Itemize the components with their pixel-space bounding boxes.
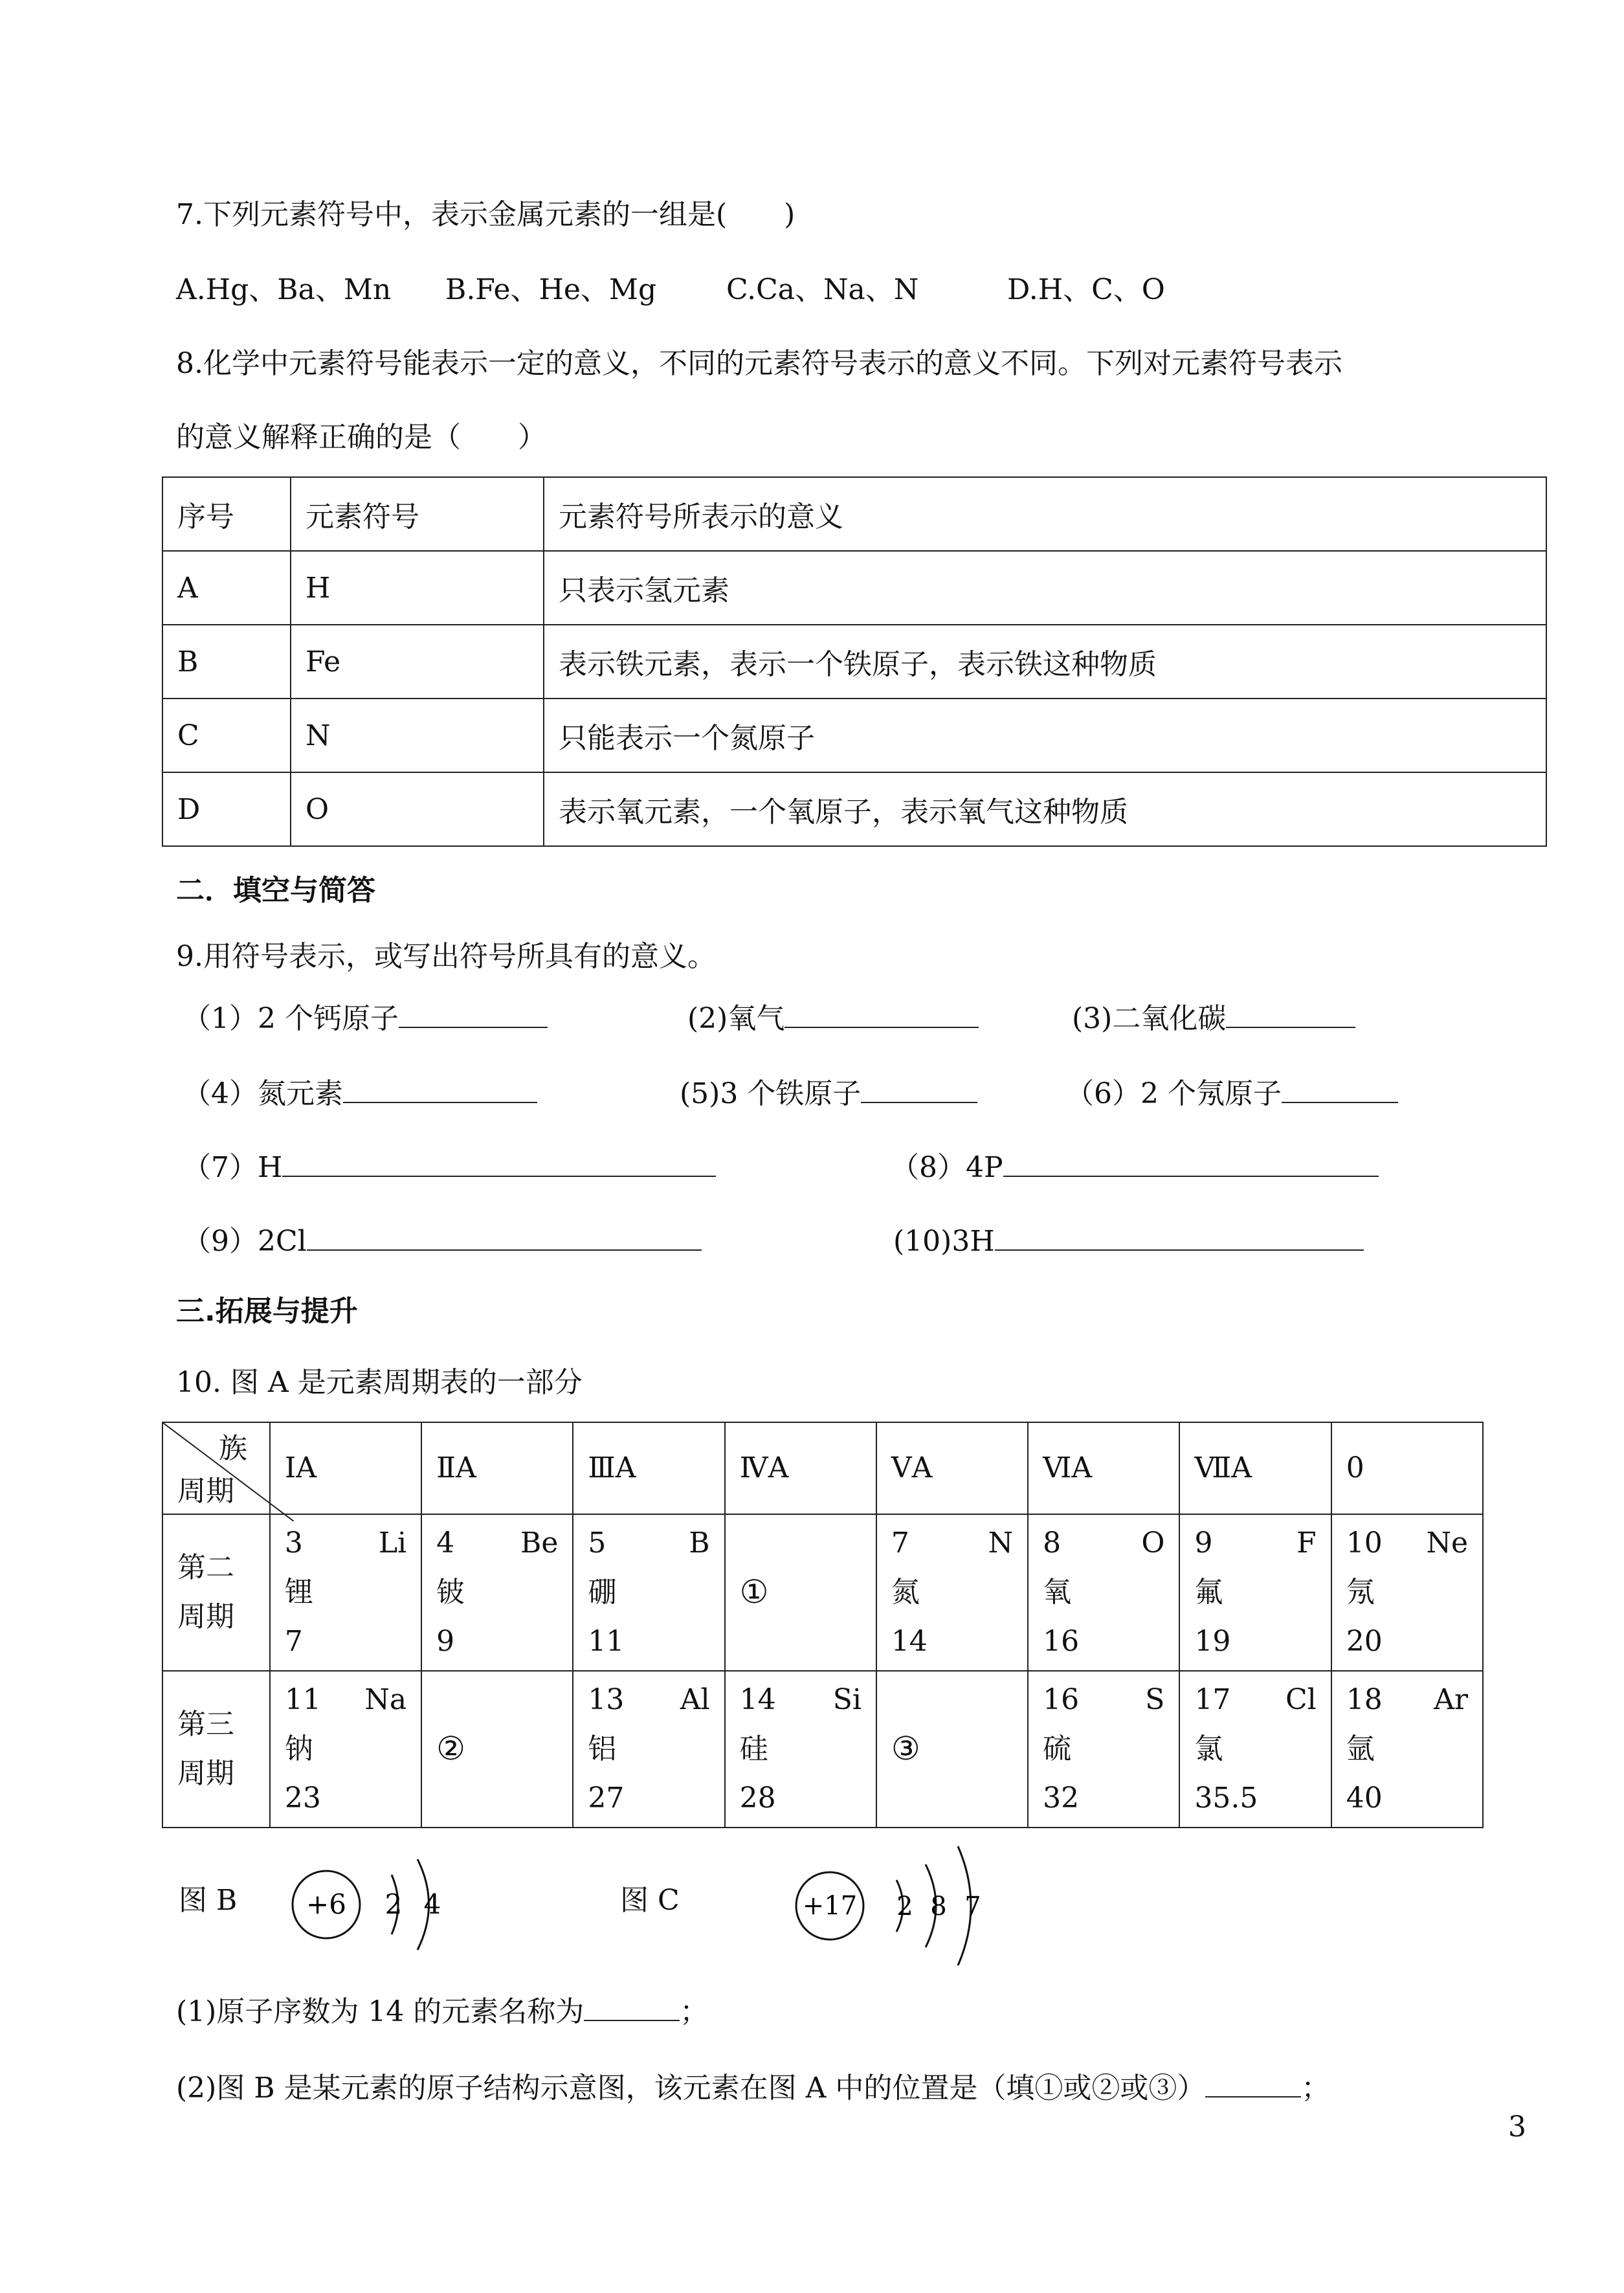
element-cell [1331, 1671, 1483, 1828]
element-cell [1179, 1514, 1331, 1671]
figure-c-label: 图 C [620, 1884, 680, 1917]
q10-sub1-text: (1)原子序数为 14 的元素名称为 [176, 1995, 584, 2028]
element-symbol: B [689, 1527, 710, 1560]
element-header [740, 1675, 862, 1725]
element-name: 氯 [1194, 1732, 1223, 1765]
q10-stem: 10. 图 A 是元素周期表的一部分 [176, 1366, 583, 1399]
group-header: ⅠA [270, 1422, 421, 1514]
group-header: ⅥA [1028, 1422, 1179, 1514]
q9-item-label: （4）氮元素 [183, 1077, 343, 1110]
element-header [588, 1519, 709, 1568]
q9-item-label: （7）H [183, 1151, 283, 1184]
q9-item [183, 1000, 548, 1038]
period-label: 第二 周期 [162, 1514, 270, 1671]
section-heading: 二．填空与简答 [176, 874, 375, 907]
table-cell: 只表示氢元素 [544, 551, 1546, 625]
period-label: 第三 周期 [162, 1671, 270, 1828]
element-name: 氮 [891, 1576, 920, 1609]
atomic-number: 8 [1043, 1527, 1062, 1560]
q9-stem: 9.用符号表示，或写出符号所具有的意义。 [176, 940, 716, 973]
answer-blank[interactable] [343, 1076, 537, 1103]
unknown-element-cell [421, 1671, 573, 1828]
q9-item [893, 1222, 1364, 1261]
answer-blank[interactable] [1282, 1076, 1398, 1103]
element-name: 氧 [1043, 1576, 1072, 1609]
group-header: ⅣA [725, 1422, 876, 1514]
element-header [1346, 1675, 1468, 1725]
element-header [285, 1675, 406, 1725]
q9-item [183, 1222, 702, 1261]
page-number: 3 [1508, 2110, 1526, 2143]
q9-item-label: （1）2 个钙原子 [183, 1002, 399, 1035]
answer-blank[interactable] [995, 1224, 1364, 1251]
element-cell [1028, 1671, 1179, 1828]
group-header: ⅦA [1179, 1422, 1331, 1514]
table-cell: Fe [291, 625, 544, 699]
element-header [1194, 1519, 1316, 1568]
punctuation: ； [680, 1995, 709, 2028]
q9-item-label: (3)二氧化碳 [1072, 1002, 1227, 1035]
element-header [1043, 1675, 1164, 1725]
shell-electrons: 7 [964, 1892, 981, 1921]
position-marker: ① [739, 1572, 769, 1611]
q10-sub2 [176, 2069, 1329, 2108]
atom-structure-b [285, 1849, 473, 1959]
q9-item [183, 1148, 716, 1187]
header-cell: 序号 [162, 477, 291, 551]
atomic-number: 11 [284, 1683, 321, 1716]
q9-item-label: （9）2Cl [183, 1225, 307, 1258]
header-cell: 元素符号所表示的意义 [544, 477, 1546, 551]
element-name: 氟 [1194, 1576, 1223, 1609]
nucleus-charge: +17 [802, 1891, 858, 1921]
period-row [162, 1514, 1483, 1671]
atomic-mass: 32 [1043, 1782, 1080, 1815]
element-symbol: Na [364, 1683, 407, 1716]
shell-electrons: 4 [423, 1888, 441, 1920]
q9-item [891, 1148, 1379, 1187]
figure-b-label: 图 B [179, 1884, 238, 1917]
answer-blank[interactable] [1205, 2070, 1301, 2097]
answer-blank[interactable] [1226, 1001, 1355, 1028]
atomic-number: 10 [1346, 1527, 1383, 1560]
q9-item-label: (10)3H [893, 1225, 995, 1258]
answer-blank[interactable] [861, 1076, 977, 1103]
q9-item [183, 1075, 537, 1113]
element-name: 硅 [739, 1732, 768, 1765]
header-cell: 元素符号 [291, 477, 544, 551]
periodic-table [162, 1422, 1484, 1828]
answer-blank[interactable] [584, 1994, 680, 2021]
element-symbol: Cl [1285, 1683, 1317, 1716]
element-name: 氩 [1346, 1732, 1375, 1765]
atomic-number: 18 [1346, 1683, 1383, 1716]
table-cell: H [291, 551, 544, 625]
atomic-number: 9 [1194, 1527, 1213, 1560]
shell-electrons: 2 [896, 1892, 913, 1921]
corner-group-label: 族 [219, 1432, 247, 1465]
element-name: 铝 [588, 1732, 617, 1765]
element-symbol: Ar [1434, 1683, 1468, 1716]
period-row [162, 1671, 1483, 1828]
element-header [1043, 1519, 1164, 1568]
element-cell [573, 1514, 724, 1671]
atomic-mass: 9 [436, 1625, 455, 1658]
atomic-number: 13 [588, 1683, 625, 1716]
table-cell: O [291, 772, 544, 846]
atomic-mass: 40 [1346, 1782, 1383, 1815]
shell-electrons: 2 [384, 1888, 403, 1920]
table-cell: 表示铁元素，表示一个铁原子，表示铁这种物质 [544, 625, 1546, 699]
answer-blank[interactable] [1003, 1150, 1379, 1177]
element-header [1194, 1675, 1316, 1725]
atomic-number: 5 [588, 1527, 606, 1560]
element-header [588, 1675, 709, 1725]
section-heading: 三.拓展与提升 [176, 1295, 358, 1328]
atomic-mass: 20 [1346, 1625, 1383, 1658]
table-cell: C [162, 699, 291, 772]
table-row [162, 625, 1546, 699]
element-symbol: O [1141, 1527, 1165, 1560]
q9-item-label: （8）4P [891, 1151, 1003, 1184]
table-cell: D [162, 772, 291, 846]
element-name: 铍 [436, 1576, 465, 1609]
table-cell: B [162, 625, 291, 699]
element-cell [876, 1514, 1028, 1671]
position-marker: ③ [891, 1729, 920, 1767]
position-marker: ② [436, 1729, 465, 1767]
group-header-row [162, 1422, 1483, 1514]
group-header: ⅡA [421, 1422, 573, 1514]
element-name: 硼 [588, 1576, 617, 1609]
q7-option-b: B.Fe、He、Mg [445, 273, 657, 306]
element-header [285, 1519, 406, 1568]
table-cell: A [162, 551, 291, 625]
element-cell [725, 1671, 876, 1828]
q7-option-a: A.Hg、Ba、Mn [176, 273, 392, 306]
atomic-mass: 11 [588, 1625, 625, 1658]
element-symbol: Al [680, 1683, 710, 1716]
element-symbol: Si [832, 1683, 862, 1716]
atomic-mass: 7 [284, 1625, 303, 1658]
q7-option-d: D.H、C、O [1007, 273, 1165, 306]
table-row [162, 699, 1546, 772]
answer-blank[interactable] [399, 1001, 548, 1028]
q9-item [687, 1000, 979, 1038]
element-cell [1179, 1671, 1331, 1828]
unknown-element-cell [725, 1514, 876, 1671]
atomic-number: 14 [739, 1683, 776, 1716]
punctuation: ； [1301, 2072, 1330, 2105]
element-symbol: Li [378, 1527, 407, 1560]
element-symbol: F [1296, 1527, 1317, 1560]
group-header: ⅤA [876, 1422, 1028, 1514]
table-cell: 表示氧元素，一个氧原子，表示氧气这种物质 [544, 772, 1546, 846]
element-cell [1331, 1514, 1483, 1671]
q9-item-label: (2)氧气 [687, 1002, 785, 1035]
q9-item [1072, 1000, 1355, 1038]
element-cell [270, 1514, 421, 1671]
element-header [436, 1519, 558, 1568]
corner-cell [162, 1422, 270, 1514]
table-header-row [162, 477, 1546, 551]
element-symbol: N [988, 1527, 1014, 1560]
atomic-mass: 14 [891, 1625, 928, 1658]
element-name: 硫 [1043, 1732, 1072, 1765]
table-cell: 只能表示一个氮原子 [544, 699, 1546, 772]
atomic-mass: 27 [588, 1782, 625, 1815]
q9-item-label: （6）2 个氖原子 [1065, 1077, 1282, 1110]
element-name: 钠 [284, 1732, 313, 1765]
table-row [162, 772, 1546, 846]
group-header: ⅢA [573, 1422, 724, 1514]
atomic-number: 16 [1043, 1683, 1080, 1716]
atomic-number: 3 [284, 1527, 303, 1560]
unknown-element-cell [876, 1671, 1028, 1828]
q8-stem-line2: 的意义解释正确的是（ ） [176, 421, 546, 454]
atomic-mass: 16 [1043, 1625, 1080, 1658]
table-row [162, 551, 1546, 625]
atomic-mass: 28 [739, 1782, 776, 1815]
q10-sub1 [176, 1993, 708, 2031]
corner-period-label: 周期 [177, 1475, 234, 1508]
q7-stem: 7.下列元素符号中，表示金属元素的一组是( ) [176, 198, 795, 231]
element-name: 锂 [284, 1576, 313, 1609]
atomic-mass: 23 [284, 1782, 321, 1815]
atomic-number: 17 [1194, 1683, 1231, 1716]
element-cell [421, 1514, 573, 1671]
element-symbol: Be [520, 1527, 559, 1560]
element-symbol: Ne [1426, 1527, 1468, 1560]
answer-blank[interactable] [282, 1150, 716, 1177]
shell-electrons: 8 [930, 1892, 947, 1921]
element-header [891, 1519, 1013, 1568]
element-cell [270, 1671, 421, 1828]
atomic-number: 4 [436, 1527, 455, 1560]
q9-item-label: (5)3 个铁原子 [680, 1077, 862, 1110]
q9-item [680, 1075, 977, 1113]
q10-sub2-text: (2)图 B 是某元素的原子结构示意图，该元素在图 A 中的位置是（填①或②或③） [176, 2072, 1206, 2105]
atomic-mass: 35.5 [1194, 1782, 1258, 1815]
atom-structure-c [783, 1836, 997, 1965]
element-cell [1028, 1514, 1179, 1671]
element-symbol: S [1145, 1683, 1165, 1716]
atomic-number: 7 [891, 1527, 909, 1560]
q8-stem-line1: 8.化学中元素符号能表示一定的意义，不同的元素符号表示的意义不同。下列对元素符号表示 [176, 347, 1342, 380]
element-header [1346, 1519, 1468, 1568]
q7-option-c: C.Ca、Na、N [726, 273, 919, 306]
atomic-mass: 19 [1194, 1625, 1231, 1658]
q8-table [162, 476, 1547, 847]
nucleus-charge: +6 [306, 1888, 346, 1920]
element-name: 氖 [1346, 1576, 1375, 1609]
element-cell [573, 1671, 724, 1828]
answer-blank[interactable] [784, 1001, 979, 1028]
group-header: 0 [1331, 1422, 1483, 1514]
q9-item [1065, 1075, 1398, 1113]
answer-blank[interactable] [307, 1224, 702, 1251]
table-cell: N [291, 699, 544, 772]
